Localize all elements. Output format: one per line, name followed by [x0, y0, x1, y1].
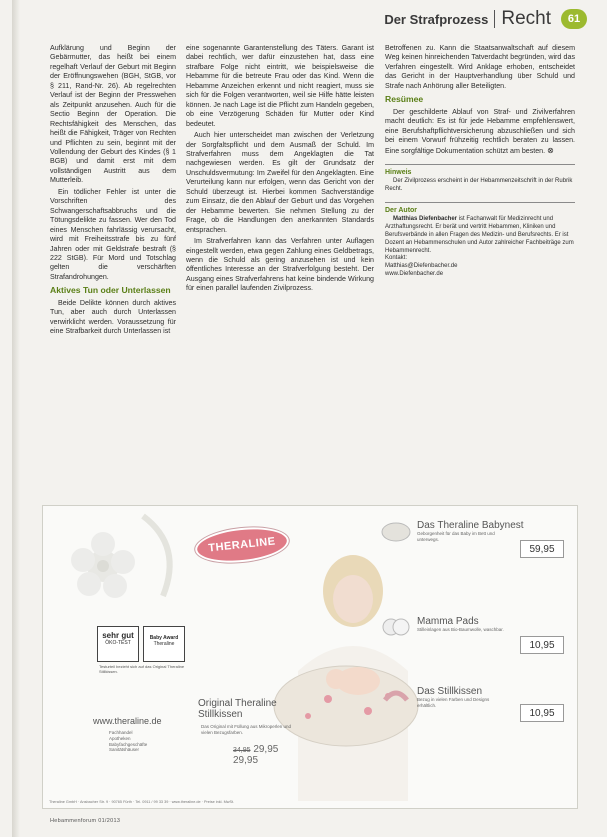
end-mark: ⊗ — [547, 145, 554, 155]
author-bio — [385, 216, 575, 278]
award-seal-icon — [143, 626, 185, 662]
flower-decoration-icon — [43, 506, 243, 626]
hint-text: Der Zivilprozess erscheint in der Hebammenzeitschrift in der Rubrik Recht. — [385, 178, 573, 193]
product-description: Stilleinlagen aus Bio-Baumwolle, waschbar. — [417, 627, 504, 632]
new-price-2: 29,95 — [233, 755, 259, 766]
babynest-icon — [381, 520, 411, 542]
page-header — [384, 8, 587, 30]
shop-item: Apotheken — [109, 735, 131, 741]
paragraph: Im Strafverfahren kann das Verfahren unter Auflagen eingestellt werden, etwa gegen Zahlung eines Geldbetrags, wenn die Schuld als gering anzusehen ist und kein öffentliches Interesse an der Strafverfolgung besteht. Der Ausgang eines Strafverfahrens hat keine bindende Wirkung für einen parallel laufenden Zivilprozess. — [186, 237, 374, 293]
page-footer: Hebammenforum 01/2013 — [50, 818, 121, 824]
paragraph: Aufklärung und Beginn der Gebärmutter, das heißt bei einem regelhaft Verlauf der Geburt mit Beginn der Eröffnungswehen (BGH, StGB, vor § 211, Rand-Nr. 26). Ab regelrechten Verlauf ist der Beginn der Presswehen als Zeitpunkt anzusehen. Auch für die Sectio Beginn der Operation. Die Rechtsfähigkeit des Menschen, das heißt die Fähigkeit, Träger von Rechten und Pflichten zu sein, beginnt mit der Vollendung der Geburt des Kindes (§ 1 BGB) und damit erst mit dem vollständigen Austritt aus dem Mutterleib. — [50, 44, 176, 185]
paragraph: Beide Delikte können durch aktives Tun, aber auch durch Unterlassen verwirklicht werden. Voraussetzung für eine Strafbarkeit durch Unterlassen ist — [50, 298, 176, 336]
product-babynest — [417, 520, 567, 555]
hint-title: Hinweis — [385, 168, 412, 176]
author-bio-text: ist Fachanwalt für Medizinrecht und Arzthaftungsrecht. Er berät und vertritt Hebammen, Kliniken und Berufsverbände in allen Fragen des Medizin- und Berufsrechts. Er ist Dozent an Hebammenschulen und Autor zahlreicher Fachbeiträge zum Hebammenrecht. — [385, 216, 574, 254]
cushion-icon — [381, 686, 411, 708]
divider — [385, 164, 575, 165]
paragraph — [385, 108, 575, 156]
author-title: Der Autor — [385, 207, 418, 215]
page-fold-shadow — [12, 0, 20, 837]
header-divider — [494, 10, 495, 28]
author-contact-label: Kontakt: — [385, 255, 408, 262]
shop-list — [109, 730, 147, 753]
product-description: Geborgenheit für das Baby im Bett und unterwegs. — [417, 531, 495, 542]
product-name: Mamma Pads — [417, 616, 479, 627]
product-stillkissen — [417, 686, 567, 719]
award-title: Baby Award — [149, 635, 179, 641]
theraline-logo: THERALINE — [193, 523, 290, 567]
advertisement — [42, 505, 578, 809]
ad-headline — [198, 698, 277, 720]
subheading: Resümee — [385, 94, 424, 105]
old-price: 34,95 — [233, 747, 251, 754]
ad-description: Das Original mit Füllung aus Mikroperlen und vielen Bezugsfarben. — [201, 724, 292, 735]
subheading: Aktives Tun oder Unterlassen — [50, 285, 171, 296]
article-column-2 — [186, 44, 374, 296]
paragraph-text: Der geschilderte Ablauf von Straf- und Zivilverfahren macht deutlich: Es ist für jede Hebamme empfehlenswert, eine Berufshaftpflichtversicherung abzuschließen und sich bei einem Vorwurf frühzeitig rechtlich beraten zu lassen. Eine sorgfältige Dokumentation schützt am besten. — [385, 107, 575, 155]
paragraph: eine sogenannte Garantenstellung des Täters. Garant ist dabei rechtlich, wer dafür einzustehen hat, dass eine strafbare Folge nicht eintritt, wie beispielsweise die Hebamme für die betreute Frau oder das Kind. Wenn die Hebamme Anzeichen erkennt und nicht reagiert, muss sie sich für die Folgen verantworten, weil sie Hilfe hätte leisten können. Je nach Lage ist die Pflicht zum Handeln gegeben, ob eine Verzögerung Schäden für Mutter oder Kind bedeutet. — [186, 44, 374, 128]
seal-label: ÖKO-TEST — [105, 640, 131, 646]
seal-note: Testurteil bezieht sich auf das Original Theraline Stillkissen. — [99, 664, 185, 674]
ad-headline-line: Original Theraline — [198, 698, 277, 709]
oekotest-seal-icon — [97, 626, 139, 662]
product-mamma-pads — [417, 616, 567, 651]
author-web-link[interactable]: www.Diefenbacher.de — [385, 271, 444, 278]
divider — [385, 202, 575, 203]
new-price: 29,95 — [253, 744, 279, 755]
ad-footer: Theraline GmbH · Ansbacher Str. 9 · 90765 Fürth · Tel. 0911 / 99 33 39 · www.theraline.de · Preise inkl. MwSt. — [49, 800, 235, 804]
shop-item: Fachhandel — [109, 730, 133, 735]
mother-baby-photo — [258, 531, 433, 801]
ad-website-link[interactable]: www.theraline.de — [93, 716, 162, 726]
paragraph: Ein tödlicher Fehler ist unter die Vorschriften des Schwangerschaftsabbruchs und die Tötungsdelikte zu fassen. Wer den Tod eines Menschen fahrlässig verursacht, wird mit Freiheitsstrafe bis zu fünf Jahren oder mit Geldstrafe bestraft (§ 222 StGB). Für Mord und Totschlag gelten die verschärften Strafandrohungen. — [50, 187, 176, 281]
section-name: Der Strafprozess — [384, 11, 489, 27]
price-pair — [233, 744, 278, 766]
paragraph: Betroffenen zu. Kann die Staatsanwaltschaft auf diesem Weg keinen hinreichenden Tatverdacht begründen, wird das Verfahren eingestellt. Wird Anklage erhoben, entscheidet das Gericht in der Hauptverhandlung über Schuld und Strafe nach Anhörung aller Beteiligten. — [385, 44, 575, 90]
product-name: Das Stillkissen — [417, 686, 483, 697]
author-email-link[interactable]: Matthias@Diefenbacher.de — [385, 263, 458, 270]
page-number: 61 — [561, 9, 587, 29]
author-name: Matthias Diefenbacher — [393, 216, 458, 223]
price-tag: 10,95 — [520, 636, 564, 654]
section-topic: Recht — [501, 8, 551, 29]
shop-item: Sanitätshäuser — [109, 747, 140, 753]
article-column-3 — [385, 44, 575, 281]
award-label: Theraline — [153, 641, 175, 647]
ad-headline-line: Stillkissen — [198, 709, 243, 720]
shop-item: Babyfachgeschäfte — [109, 741, 148, 747]
price-tag: 10,95 — [520, 704, 564, 722]
product-name: Das Theraline Babynest — [417, 520, 524, 531]
pads-icon — [381, 616, 411, 638]
article-column-1 — [50, 44, 176, 339]
seal-rating: sehr gut — [102, 631, 134, 640]
price-tag: 59,95 — [520, 540, 564, 558]
paragraph: Auch hier unterscheidet man zwischen der Verletzung der Sorgfaltspflicht und dem Ausmaß der Schuld. Im Strafverfahren muss dem Angeklagten die Tat nachgewiesen werden. Es gilt der Grundsatz der Unschuldsvermutung: Im Zweifel für den Angeklagten. Eine Verurteilung kann nur erfolgen, wenn das Gericht von der Schuld überzeugt ist. Hierbei kommen Sachverständige zum Einsatz, die den Ablauf der Geburt und das Vorgehen der Hebamme bewerten. Sie nehmen Stellung zu der Frage, ob die Handlungen den anerkannten Standards entsprachen. — [186, 131, 374, 234]
product-description: Bezug in vielen Farben und Designs erhältlich. — [417, 697, 490, 708]
